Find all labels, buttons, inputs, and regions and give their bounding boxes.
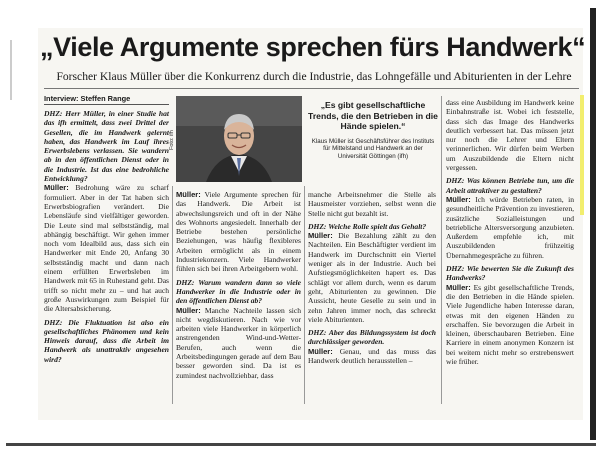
- interview-question: DHZ: Welche Rolle spielt das Gehalt?: [308, 221, 427, 231]
- column-2: [176, 190, 301, 380]
- column-divider: [304, 186, 305, 404]
- interview-answer: [446, 195, 574, 260]
- speaker-label: Müller:: [176, 305, 201, 315]
- speaker-label: Müller:: [44, 183, 69, 193]
- answer-text: Manche Nachteile lassen sich nicht wegdiskutieren. Nach wie vor arbeiten viele Handwerker in körperlich anstrengenden Wind-und-Wetter-Berufen, auch wenn die Arbeitsbedingungen gerade auf dem Bau besser geworden sind. Da ist es zumindest nachvollziehbar, dass: [176, 305, 301, 380]
- answer-continued: dass eine Ausbildung im Handwerk keine Einbahnstraße ist. Wobei ich feststelle, dass sich das Image des Handwerks deutlich verbessert hat. Das müssen jetzt nur noch die Lehrer und Eltern verinnerlichen. Wir dürfen beim Werben um Auszubildende die Eltern nicht vergessen.: [446, 98, 574, 173]
- interview-question: DHZ: Aber das Bildungssystem ist doch durchlässiger geworden.: [308, 328, 436, 347]
- divider: [44, 104, 169, 105]
- speaker-label: Müller:: [176, 190, 201, 199]
- answer-text: Die Bezahlung zählt zu den Nachteilen. Ein Beschäftigter verdient im Handwerk im Durchschnitt ein Viertel weniger als in der Industrie. Auch bei Aufstiegsmöglichkeiten hapert es. Das schlägt vor allem durch, wenn es darum geht, Abiturienten zu gewinnen. Die Aussicht, heute Geselle zu sein und in zehn Jahren immer noch, das schreckt viele Abiturienten.: [308, 231, 436, 324]
- portrait-photo: [176, 96, 302, 182]
- answer-text: Bedrohung wäre zu scharf formuliert. Aber in der Tat haben sich Erwerbsbiografien verändert. Die Lebensläufe sind vielfältiger geworden. Die Leute sind mal selbstständig, mal abhängig beschäftigt. Wir gehen immer noch vom Idealbild aus, dass sich ein Handwerker mit Ende 20, Anfang 30 selbstständig macht und dann nach einem erfüllten Erwerbsleben im Handwerk mit 65 in Ruhestand geht. Das trifft so nicht mehr zu – und hat auch große Auswirkungen zum Beispiel für die Altersabsicherung.: [44, 183, 169, 314]
- pull-quote-box: [308, 100, 438, 161]
- interview-answer: [176, 190, 301, 274]
- divider: [44, 88, 579, 89]
- interview-answer: [44, 183, 169, 313]
- column-1: [44, 109, 169, 364]
- portrait-illustration: [176, 96, 302, 182]
- interview-answer: [308, 347, 436, 366]
- speaker-label: Müller:: [308, 346, 333, 356]
- article-subheadline: Forscher Klaus Müller über die Konkurrenz durch die Industrie, das Lohngefälle und Abiturienten in der Lehre: [56, 70, 572, 83]
- pull-quote-caption: Klaus Müller ist Geschäftsführer des Instituts für Mittelstand und Handwerk an der Universität Göttingen (ifh): [311, 137, 435, 161]
- speaker-label: Müller:: [446, 282, 471, 292]
- answer-continued: manche Arbeitsnehmer die Stelle als Hausmeister vorziehen, selbst wenn die Stelle nicht gut bezahlt ist.: [308, 190, 436, 218]
- interview-question: DHZ: Was können Betriebe tun, um die Arbeit attraktiver zu gestalten?: [446, 176, 574, 195]
- interview-question: DHZ: Warum wandern dann so viele Handwerker in die Industrie oder in den öffentlichen Dienst ab?: [176, 277, 301, 306]
- interview-question: DHZ: Die Fluktuation ist also ein gesellschaftliches Phänomen und kein Hinweis darauf, dass die Arbeit im Handwerk als unattraktiv angesehen wird?: [44, 317, 169, 364]
- scan-edge-bottom: [6, 443, 596, 446]
- article-headline: „Viele Argumente sprechen fürs Handwerk“: [40, 32, 586, 62]
- interview-question: DHZ: Herr Müller, in einer Studie hat das ifh ermittelt, dass zwei Drittel der Gesellen, die im Handwerk gelernt haben, das Handwerk im Lauf ihres Erwerbslebens verlassen. Sie wandern ab in den öffentlichen Dienst oder in die Industrie. Ist das eine bedrohliche Entwicklung?: [44, 109, 169, 184]
- scan-edge-right: [590, 8, 596, 440]
- interview-answer: [308, 231, 436, 324]
- byline: Interview: Steffen Range: [44, 94, 131, 103]
- column-4: [446, 98, 574, 366]
- answer-text: Ich würde Betrieben raten, in gesundheitliche Prävention zu investieren, zusätzliche Sozialleistungen und betriebliche Altersversorgung anzubieten. Außerdem empfehle ich, mit Auszubildenden frühzeitig Übernahmegespräche zu führen.: [446, 194, 574, 260]
- highlighter-mark: [580, 95, 584, 215]
- speaker-label: Müller:: [308, 231, 333, 241]
- interview-answer: [446, 283, 574, 367]
- scan-edge-left: [10, 40, 12, 100]
- interview-answer: [176, 306, 301, 380]
- column-divider: [172, 186, 173, 404]
- answer-text: Es gibt gesellschaftliche Trends, die den Betrieben in die Hände spielen. Viele Jugendliche haben Interesse daran, etwas mit den eigenen Händen zu erschaffen. Sie bevorzugen die Arbeit in kleinen, überschaubaren Betrieben. Eine Karriere in einem anonymen Konzern ist bei weitem nicht mehr so erstrebenswert wie früher.: [446, 282, 574, 367]
- speaker-label: Müller:: [446, 194, 471, 204]
- answer-text: Genau, und das muss das Handwerk deutlich herausstellen –: [308, 346, 437, 366]
- column-divider: [441, 96, 442, 404]
- column-3: [308, 190, 436, 365]
- pull-quote: „Es gibt gesellschaftliche Trends, die den Betrieben in die Hände spielen.“: [308, 100, 438, 131]
- answer-text: Viele Argumente sprechen für das Handwerk. Die Arbeit ist abwechslungsreich und oft in der Nähe des Wohnorts angesiedelt. Innerhalb der Betriebe bestehen persönliche Beziehungen, was häufig flexibleres Arbeiten ermöglicht als in einem Industriekonzern. Viele Handwerker fühlen sich bei ihren Arbeitgebern wohl.: [176, 190, 301, 274]
- interview-question: DHZ: Wie bewerten Sie die Zukunft des Handwerks?: [446, 264, 574, 283]
- photo-credit: Foto: ifh: [169, 130, 175, 150]
